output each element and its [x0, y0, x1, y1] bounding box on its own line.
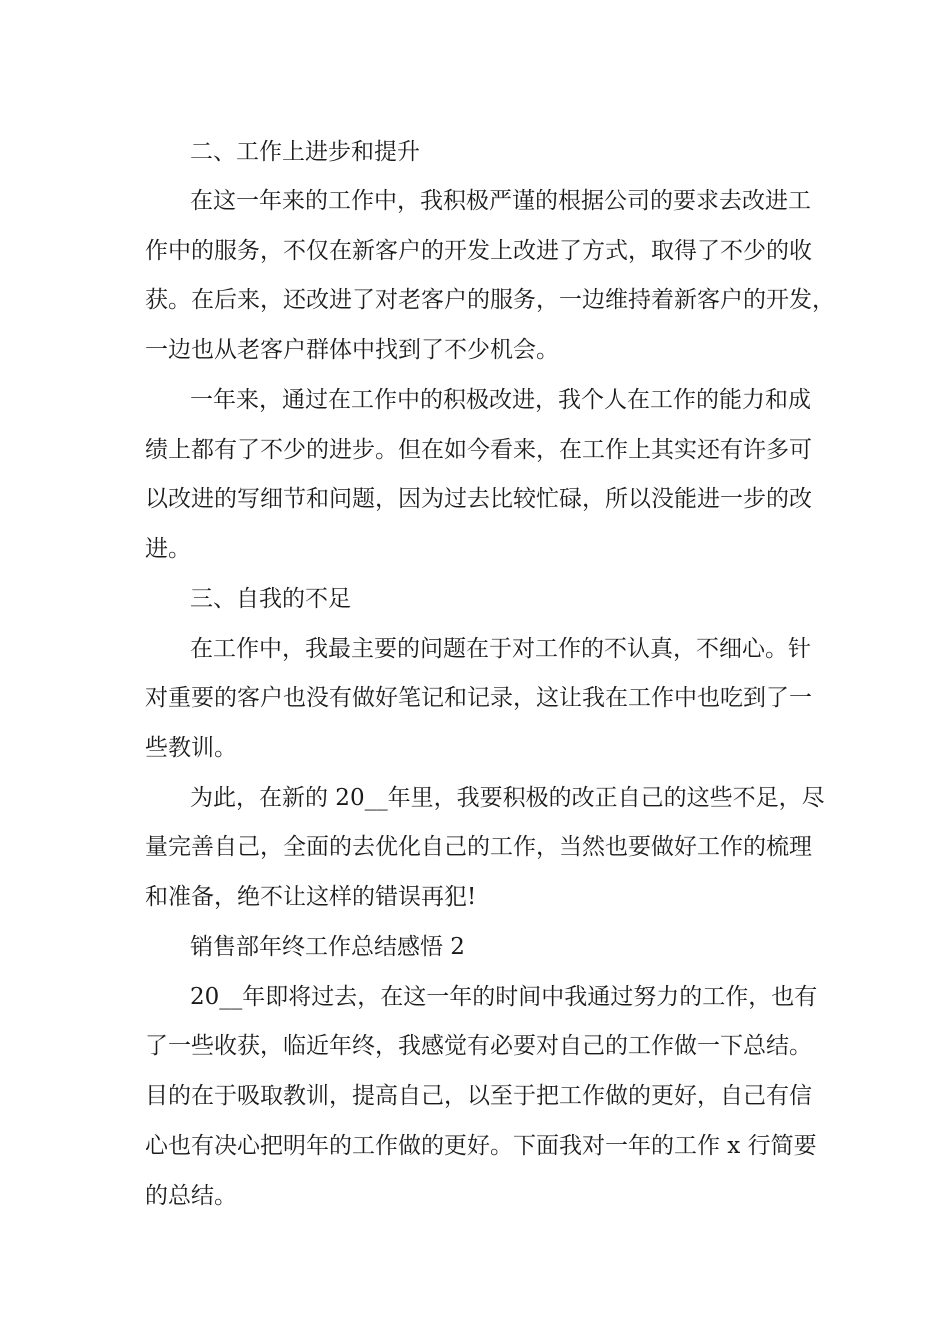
paragraph-line: 绩上都有了不少的进步。但在如今看来，在工作上其实还有许多可	[145, 437, 812, 463]
paragraph-line: 的总结。	[145, 1183, 237, 1209]
paragraph-line: 在这一年来的工作中，我积极严谨的根据公司的要求去改进工	[190, 188, 811, 214]
paragraph-line: 对重要的客户也没有做好笔记和记录，这让我在工作中也吃到了一	[145, 685, 812, 711]
paragraph-line: 在工作中，我最主要的问题在于对工作的不认真，不细心。针	[190, 636, 811, 662]
paragraph-line: 为此，在新的 20__年里，我要积极的改正自己的这些不足，尽	[190, 785, 825, 811]
paragraph-line: 获。在后来，还改进了对老客户的服务，一边维持着新客户的开发，	[145, 287, 835, 313]
article-title: 销售部年终工作总结感悟 2	[190, 934, 465, 960]
section-heading-progress: 二、工作上进步和提升	[190, 139, 420, 165]
paragraph-line: 量完善自己，全面的去优化自己的工作，当然也要做好工作的梳理	[145, 834, 812, 860]
paragraph-line: 作中的服务，不仅在新客户的开发上改进了方式，取得了不少的收	[145, 238, 812, 264]
paragraph-line: 一边也从老客户群体中找到了不少机会。	[145, 337, 559, 363]
paragraph-line: 了一些收获，临近年终，我感觉有必要对自己的工作做一下总结。	[145, 1033, 812, 1059]
paragraph-line: 20__年即将过去，在这一年的时间中我通过努力的工作，也有	[190, 984, 818, 1010]
paragraph-line: 目的在于吸取教训，提高自己，以至于把工作做的更好，自己有信	[145, 1083, 812, 1109]
paragraph-line: 以改进的写细节和问题，因为过去比较忙碌，所以没能进一步的改	[145, 486, 812, 512]
paragraph-line: 和准备，绝不让这样的错误再犯!	[145, 884, 477, 910]
paragraph-line: 些教训。	[145, 735, 237, 761]
section-heading-shortcomings: 三、自我的不足	[190, 586, 351, 612]
paragraph-line: 心也有决心把明年的工作做的更好。下面我对一年的工作 x 行简要	[145, 1133, 817, 1159]
paragraph-line: 进。	[145, 536, 191, 562]
paragraph-line: 一年来，通过在工作中的积极改进，我个人在工作的能力和成	[190, 387, 811, 413]
